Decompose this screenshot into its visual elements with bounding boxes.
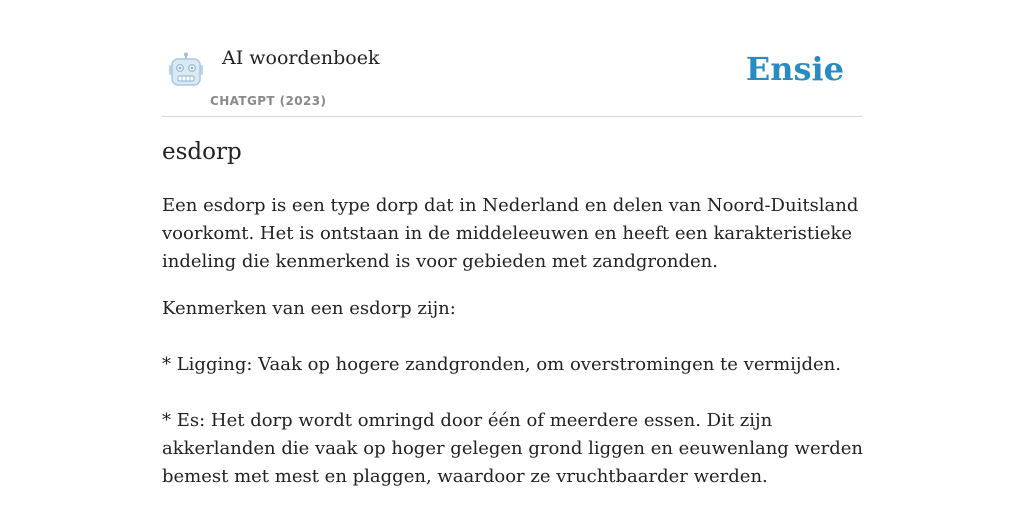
dictionary-title[interactable]: AI woordenboek bbox=[222, 47, 380, 69]
ensie-logo-link[interactable]: Ensie bbox=[745, 50, 844, 88]
feature-item: * Ligging: Vaak op hogere zandgronden, om overstromingen te vermijden. bbox=[162, 354, 841, 375]
entry-term: esdorp bbox=[162, 139, 242, 165]
dictionary-source: CHATGPT (2023) bbox=[210, 94, 327, 108]
feature-item: * Es: Het dorp wordt omringd door één of meerdere essen. Dit zijn akkerlanden die vaak op hoger gelegen grond liggen en eeuwenlang werden bemest met mest en plaggen, waardoor ze vruchtbaarder werden. bbox=[162, 410, 863, 487]
header bbox=[162, 40, 862, 117]
features-heading: Kenmerken van een esdorp zijn: bbox=[162, 298, 456, 319]
entry-intro: Een esdorp is een type dorp dat in Nederland en delen van Noord-Duitsland voorkomt. Het is ontstaan in de middeleeuwen en heeft een karakteristieke indeling die kenmerkend is voor gebieden met zandgronden. bbox=[162, 195, 859, 272]
robot-icon bbox=[166, 52, 206, 88]
entry-content bbox=[162, 192, 882, 491]
